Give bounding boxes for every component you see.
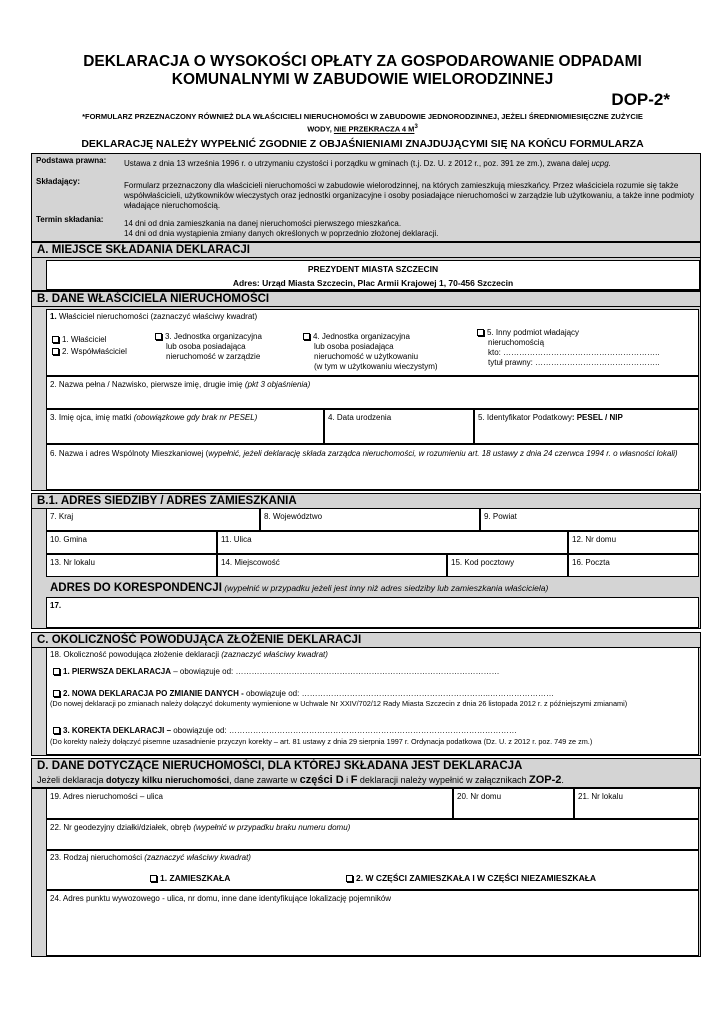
field-11-label: 11. Ulica xyxy=(221,535,252,544)
field-17-correspondence-address[interactable] xyxy=(46,597,699,628)
field-6-label xyxy=(50,447,695,459)
field-15-postal-code[interactable] xyxy=(447,554,568,577)
field-6-text: 6. Nazwa i adres Wspólnoty Mieszkaniowej ( xyxy=(50,449,209,458)
form-code: DOP-2* xyxy=(611,90,670,109)
owner-option-3-line2: lub osoba posiadająca xyxy=(166,342,246,351)
field-7-country[interactable] xyxy=(46,508,260,531)
property-type-option-1-label: 1. ZAMIESZKAŁA xyxy=(160,873,231,883)
owner-option-5-who: kto: ………………………………………………….. xyxy=(488,348,660,357)
field-21-property-apartment[interactable] xyxy=(574,788,699,819)
correspondence-hint: (wypełnić w przypadku jeżeli jest inny niż adres siedziby lub zamieszkania właściciela) xyxy=(221,583,549,593)
circumstance-option-3[interactable] xyxy=(53,726,517,736)
field-16-label: 16. Poczta xyxy=(572,558,610,567)
field-4-birth-date[interactable] xyxy=(324,409,474,444)
circumstance-option-1-date: – obowiązuje od: ……………………………………………………………………………………… xyxy=(171,667,500,676)
circumstance-option-3-date: obowiązuje od: ……………………………………………………………………………………………… xyxy=(171,726,517,735)
owner-option-4-line3: nieruchomość w użytkowaniu xyxy=(314,352,419,361)
legal-basis-text xyxy=(124,159,694,168)
section-b-heading: B. DANE WŁAŚCICIELA NIERUCHOMOŚCI xyxy=(31,291,701,308)
field-9-county[interactable] xyxy=(480,508,699,531)
owner-option-3[interactable] xyxy=(155,332,262,362)
circumstance-option-3-note: (Do korekty należy dołączyć pisemne uzasadnienie przyczyn korekty – art. 81 ustawy z dnia 29 sierpnia 1997 r. Ordynacja podatkowa (Dz. U. z 2012 r. poz. 749 ze zm.) xyxy=(50,737,593,746)
correspondence-heading xyxy=(50,582,548,594)
field-23-property-type xyxy=(46,850,699,890)
filer-label: Składający: xyxy=(36,177,81,186)
checkbox-icon[interactable] xyxy=(53,690,60,697)
section-d-header xyxy=(31,758,701,788)
field-2-full-name[interactable] xyxy=(46,376,699,409)
field-6-community[interactable] xyxy=(46,444,699,490)
field-7-label: 7. Kraj xyxy=(50,512,74,521)
sub-h: ZOP-2 xyxy=(529,774,562,786)
form-title-line2: KOMUNALNYMI W ZABUDOWIE WIELORODZINNEJ xyxy=(171,71,554,88)
field-13-apartment-number[interactable] xyxy=(46,554,217,577)
deadline-label: Termin składania: xyxy=(36,215,104,224)
sub-g: deklaracji należy wypełnić w załącznikach xyxy=(357,775,529,785)
field-22-label: 22. Nr geodezyjny działki/działek, obręb xyxy=(50,823,191,832)
deadline-line2: 14 dni od dnia wystąpienia zmiany danych określonych w poprzednio złożonej deklaracji. xyxy=(124,229,439,238)
field-14-city[interactable] xyxy=(217,554,447,577)
field-6-hint: wypełnić, jeżeli deklarację składa zarządca nieruchomości, w rozumieniu art. 18 ustawy z dnia 24 czerwca 1994 r. o własności lokali) xyxy=(208,449,678,458)
field-23-hint: (zaznaczyć właściwy kwadrat) xyxy=(144,853,251,862)
sub-a: Jeżeli deklaracja xyxy=(37,775,107,785)
field-19-label: 19. Adres nieruchomości – ulica xyxy=(50,792,163,801)
field-14-label: 14. Miejscowość xyxy=(221,558,280,567)
note-line2-b: NIE PRZEKRACZA 4 M xyxy=(333,124,415,134)
owner-option-5[interactable] xyxy=(477,328,660,368)
section-c-heading: C. OKOLICZNOŚĆ POWODUJĄCA ZŁOŻENIE DEKLARACJI xyxy=(31,632,701,649)
correspondence-title: ADRES DO KORESPONDENCJI xyxy=(50,582,222,594)
circumstance-option-1[interactable] xyxy=(53,667,500,677)
field-5-label-b: : PESEL / NIP xyxy=(571,413,623,422)
owner-option-2-label: 2. Współwłaściciel xyxy=(62,347,127,356)
owner-option-5-title: tytuł prawny: ……………………………………….. xyxy=(488,358,660,367)
legal-basis-label: Podstawa prawna: xyxy=(36,156,107,165)
field-23-label xyxy=(50,853,695,863)
sub-e: i xyxy=(343,775,351,785)
note-line2 xyxy=(30,122,695,135)
field-18-hint: (zaznaczyć właściwy kwadrat) xyxy=(221,650,328,659)
checkbox-icon[interactable] xyxy=(53,668,60,675)
owner-option-2[interactable] xyxy=(52,347,127,357)
owner-option-4-line4: (w tym w użytkowaniu wieczystym) xyxy=(314,362,438,371)
field-24-collection-point[interactable] xyxy=(46,890,699,956)
field-21-label: 21. Nr lokalu xyxy=(578,792,623,801)
note-sup: 3 xyxy=(414,124,418,130)
sub-d: części D xyxy=(299,774,344,786)
checkbox-icon[interactable] xyxy=(52,348,59,355)
circumstance-option-2-note: (Do nowej deklaracji po zmianach należy dołączyć dokumenty wymienione w Uchwale Nr XXIV/702/12 Rady Miasta Szczecin z dnia 26 listopada 2012 r. z późniejszymi zmianami) xyxy=(50,699,628,708)
owner-option-1[interactable] xyxy=(52,335,106,345)
field-2-hint: (pkt 3 objaśnienia) xyxy=(244,380,311,389)
field-9-label: 9. Powiat xyxy=(484,512,517,521)
owner-option-4-line2: lub osoba posiadająca xyxy=(314,342,394,351)
field-10-commune[interactable] xyxy=(46,531,217,554)
form-title-line1: DEKLARACJA O WYSOKOŚCI OPŁATY ZA GOSPODAROWANIE ODPADAMI xyxy=(83,53,642,70)
field-12-house-number[interactable] xyxy=(568,531,699,554)
checkbox-icon[interactable] xyxy=(52,336,59,343)
circumstance-option-2[interactable] xyxy=(53,689,554,699)
field-18-circumstance xyxy=(46,647,699,755)
legal-text-a: Ustawa z dnia 13 września 1996 r. o utrzymaniu czystości i porządku w gminach (t.j. Dz. U. z 2012 r., poz. 391 ze zm.), zwana dalej xyxy=(124,159,592,168)
circumstance-option-2-date: obowiązuje od: ……………………………………………………………..…………………… xyxy=(243,689,555,698)
field-8-voivodeship[interactable] xyxy=(260,508,480,531)
field-1-text: Właściciel nieruchomości (zaznaczyć właściwy kwadrat) xyxy=(56,312,258,321)
property-type-option-2-label: 2. W CZĘŚCI ZAMIESZKAŁA I W CZĘŚCI NIEZAMIESZKAŁA xyxy=(356,873,597,883)
legal-text-b: ucpg. xyxy=(591,159,611,168)
field-23-text: 23. Rodzaj nieruchomości xyxy=(50,853,143,862)
field-8-label: 8. Województwo xyxy=(264,512,323,521)
field-24-label: 24. Adres punktu wywozowego - ulica, nr domu, inne dane identyfikujące lokalizację pojemników xyxy=(50,894,392,903)
owner-option-4[interactable] xyxy=(303,332,438,372)
sub-f: F xyxy=(350,774,358,786)
field-22-plot-number[interactable] xyxy=(46,819,699,850)
owner-option-4-line1: 4. Jednostka organizacyjna xyxy=(313,332,410,341)
field-1-owner-type xyxy=(46,309,699,376)
field-1-num: 1. xyxy=(50,312,57,321)
checkbox-icon[interactable] xyxy=(477,329,484,336)
form-scope-note xyxy=(30,112,695,135)
checkbox-icon[interactable] xyxy=(155,333,162,340)
circumstance-option-2-title: 2. NOWA DEKLARACJA PO ZMIANIE DANYCH - xyxy=(63,689,244,698)
fill-instruction: DEKLARACJĘ NALEŻY WYPEŁNIĆ ZGODNIE Z OBJAŚNIENIAMI ZNAJDUJĄCYMI SIĘ NA KOŃCU FORMULARZA xyxy=(81,138,644,150)
note-line1: *FORMULARZ PRZEZNACZONY RÓWNIEŻ DLA WŁAŚCICIELI NIERUCHOMOŚCI W ZABUDOWIE JEDNORODZINNEJ, JEŻELI ŚREDNIOMIESIĘCZNE ZUŻYCIE xyxy=(82,112,643,121)
sub-i: . xyxy=(561,775,564,785)
field-4-label: 4. Data urodzenia xyxy=(328,413,392,422)
section-b1-heading: B.1. ADRES SIEDZIBY / ADRES ZAMIESZKANIA xyxy=(31,493,701,510)
field-22-hint: (wypełnić w przypadku braku numeru domu) xyxy=(193,823,351,832)
section-a-heading: A. MIEJSCE SKŁADANIA DEKLARACJI xyxy=(31,242,701,259)
field-18-text: 18. Okoliczność powodująca złożenie deklaracji xyxy=(50,650,219,659)
field-2-label: 2. Nazwa pełna / Nazwisko, pierwsze imię, drugie imię xyxy=(50,380,243,389)
owner-option-1-label: 1. Właściciel xyxy=(62,335,107,344)
field-17-label: 17. xyxy=(50,601,62,610)
checkbox-icon[interactable] xyxy=(53,727,60,734)
owner-option-3-line1: 3. Jednostka organizacyjna xyxy=(165,332,262,341)
field-12-label: 12. Nr domu xyxy=(572,535,617,544)
owner-option-3-line3: nieruchomość w zarządzie xyxy=(166,352,261,361)
section-a-body xyxy=(31,257,701,291)
section-d-heading: D. DANE DOTYCZĄCE NIERUCHOMOŚCI, DLA KTÓREJ SKŁADANA JEST DEKLARACJA xyxy=(37,760,523,772)
field-3-label: 3. Imię ojca, imię matki xyxy=(50,413,132,422)
owner-option-5-line2: nieruchomością xyxy=(488,338,545,347)
field-20-property-house[interactable] xyxy=(453,788,574,819)
deadline-line1: 14 dni od dnia zamieszkania na danej nieruchomości pierwszego mieszkańca. xyxy=(124,219,402,228)
field-13-label: 13. Nr lokalu xyxy=(50,558,95,567)
sub-c: , dane zawarte w xyxy=(229,775,300,785)
field-3-parents-names[interactable] xyxy=(46,409,324,444)
recipient-address: Adres: Urząd Miasta Szczecin, Plac Armii Krajowej 1, 70-456 Szczecin xyxy=(232,278,514,288)
field-5-label-a: 5. Identyfikator Podatkowy xyxy=(478,413,572,422)
owner-option-5-line1: 5. Inny podmiot władający xyxy=(487,328,580,337)
field-15-label: 15. Kod pocztowy xyxy=(451,558,515,567)
recipient-name: PREZYDENT MIASTA SZCZECIN xyxy=(307,264,439,274)
recipient-box xyxy=(46,260,700,290)
field-16-post-office[interactable] xyxy=(568,554,699,577)
sub-b: dotyczy kilku nieruchomości xyxy=(106,775,230,785)
note-line2-a: WODY, xyxy=(307,124,334,134)
property-type-option-1[interactable] xyxy=(150,873,230,883)
intro-block xyxy=(31,153,701,242)
field-3-hint: (obowiązkowe gdy brak nr PESEL) xyxy=(133,413,258,422)
checkbox-icon[interactable] xyxy=(346,875,353,882)
field-20-label: 20. Nr domu xyxy=(457,792,502,801)
circumstance-option-3-title: 3. KOREKTA DEKLARACJI – xyxy=(63,726,172,735)
circumstance-option-1-title: 1. PIERWSZA DEKLARACJA xyxy=(63,667,172,676)
checkbox-icon[interactable] xyxy=(150,875,157,882)
field-5-tax-id[interactable] xyxy=(474,409,699,444)
field-18-label xyxy=(50,650,695,660)
section-d-subheading xyxy=(32,774,700,787)
field-1-label xyxy=(50,312,695,322)
property-type-option-2[interactable] xyxy=(346,873,596,883)
checkbox-icon[interactable] xyxy=(303,333,310,340)
filer-text: Formularz przeznaczony dla właścicieli nieruchomości w zabudowie wielorodzinnej, na których zamieszkują mieszkańcy. Przez właściciela rozumie się także współwłaścicieli, użytkowników wieczystych oraz jednostki organizacyjne i osoby posiadające nieruchomości w zarządzie lub użytkowaniu, a także inne podmioty władające nieruchomością. xyxy=(124,181,695,210)
field-10-label: 10. Gmina xyxy=(50,535,87,544)
field-11-street[interactable] xyxy=(217,531,568,554)
field-19-property-street[interactable] xyxy=(46,788,453,819)
